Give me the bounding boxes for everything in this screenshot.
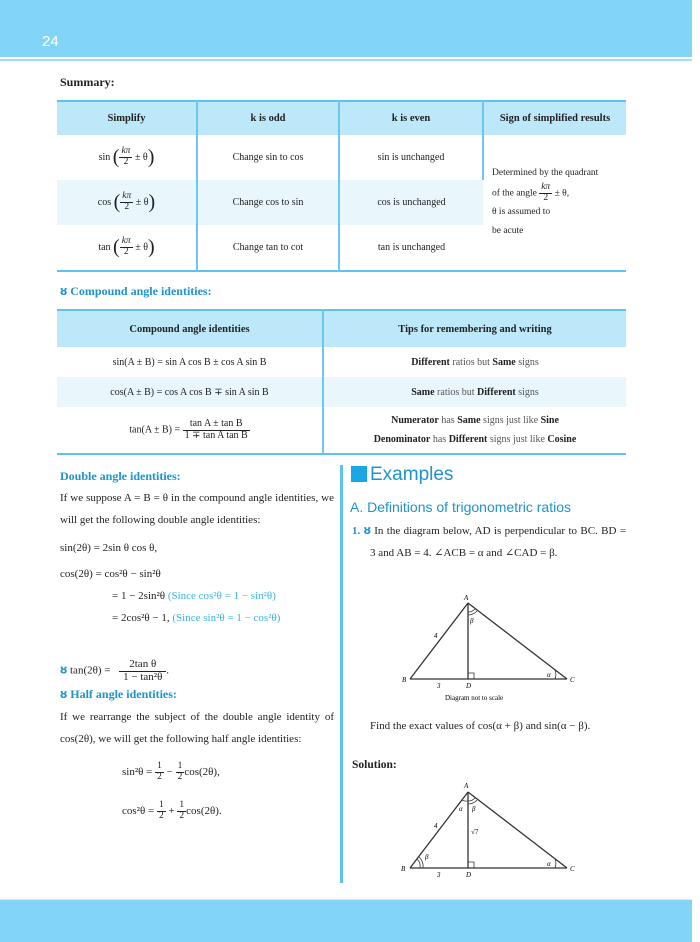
even-cell: cos is unchanged xyxy=(339,180,483,225)
triangle-diagram-1 xyxy=(400,590,600,710)
cos2-identity-line1: cos(2θ) = cos²θ − sin²θ xyxy=(60,568,161,580)
table-row xyxy=(57,347,626,377)
label-C: C xyxy=(570,676,575,684)
alpha-top-arc xyxy=(462,800,468,801)
header-sign: Sign of simplified results xyxy=(483,101,626,135)
label-D: D xyxy=(466,871,472,879)
odd-cell: Change sin to cos xyxy=(197,135,339,180)
double-angle-title: Double angle identities: xyxy=(60,469,181,483)
sign-cell: Determined by the quadrant of the angle $\frac{k\pi}{2}$ ± θ, θ is assumed to be acute xyxy=(492,167,599,237)
cos-half-identity: cos²θ = $\frac{1}{2}$ + $\frac{1}{2}$ cos(2θ). xyxy=(122,800,222,821)
identity-cell: sin(A ± B) = sin A cos B ± cos A sin B xyxy=(57,347,323,377)
label-AB: 4 xyxy=(434,632,438,640)
alpha-arc xyxy=(555,670,556,679)
key-point-icon: ȣ xyxy=(60,285,68,298)
simplify-cell: sin ( $\frac{k\pi}{2}$ ± θ) xyxy=(57,135,197,180)
label-AD: √7 xyxy=(471,828,479,836)
header-tips: Tips for remembering and writing xyxy=(323,310,626,347)
key-point-icon: ȣ xyxy=(363,524,371,537)
even-cell: sin is unchanged xyxy=(339,135,483,180)
compound-title: ȣ Compound angle identities: xyxy=(60,284,212,298)
compound-table xyxy=(57,309,626,455)
side-AB xyxy=(410,603,468,679)
cos2-identity-line3: = 2cos²θ − 1, (Since sin²θ = 1 − cos²θ) xyxy=(112,612,281,624)
tip-cell: Different ratios but Same signs xyxy=(411,356,539,368)
tan2-identity: ȣ tan(2θ) = $\frac{\text{2tan θ}}{\text{1 − tan²θ}}$ . xyxy=(60,658,169,683)
footer-band xyxy=(0,900,692,942)
table-row xyxy=(57,135,626,180)
task-text: Find the exact values of cos(α + β) and sin(α − β). xyxy=(370,720,591,732)
header-band xyxy=(0,0,692,57)
label-A: A xyxy=(464,782,469,790)
simplify-cell: cos ( $\frac{k\pi}{2}$ ± θ) xyxy=(57,180,197,225)
label-beta: β xyxy=(470,617,474,625)
side-AB xyxy=(410,792,468,868)
label-alpha-top: α xyxy=(459,805,463,813)
left-column xyxy=(60,465,334,822)
odd-cell: Change cos to sin xyxy=(197,180,339,225)
label-AB: 4 xyxy=(434,822,438,830)
tip-cell: Same ratios but Different signs xyxy=(323,377,626,407)
beta-top-arc xyxy=(468,798,475,801)
summary-table xyxy=(57,100,626,272)
cos2-identity-line2: = 1 − 2sin²θ (Since cos²θ = 1 − sin²θ) xyxy=(112,590,276,602)
header-k-odd: k is odd xyxy=(197,101,339,135)
right-angle-mark xyxy=(468,862,474,868)
examples-heading: Examples xyxy=(351,464,453,486)
header-simplify: Simplify xyxy=(57,101,197,135)
solution-label: Solution: xyxy=(352,759,397,771)
label-C: C xyxy=(570,865,575,873)
label-alpha-C: α xyxy=(547,860,551,868)
question-1: 1. ȣ In the diagram below, AD is perpendicular to BC. BD = 3 and AB = 4. ∠ACB = α and ∠CAD = β. xyxy=(352,524,627,559)
page-number: 24 xyxy=(42,33,59,50)
double-angle-intro: If we suppose A = B = θ in the compound angle identities, we will get the following double angle identities: xyxy=(60,492,334,526)
column-divider xyxy=(340,465,343,883)
label-BD: 3 xyxy=(437,682,441,690)
odd-cell: Change tan to cot xyxy=(197,225,339,271)
key-point-icon: ȣ xyxy=(60,663,68,677)
sin-half-identity: sin²θ = $\frac{1}{2}$ − $\frac{1}{2}$ cos(2θ), xyxy=(122,761,220,783)
beta-B-arc xyxy=(417,859,420,868)
side-AC xyxy=(468,603,567,679)
table-row xyxy=(57,407,626,454)
label-beta-B: β xyxy=(425,853,429,861)
label-BD: 3 xyxy=(437,871,441,879)
key-point-icon: ȣ xyxy=(60,688,68,702)
header-identities: Compound angle identities xyxy=(57,310,323,347)
side-AC xyxy=(468,792,567,868)
half-angle-intro: If we rearrange the subject of the double angle identity of cos(2θ), we will get the following half angle identities: xyxy=(60,711,334,746)
simplify-cell: tan ( $\frac{k\pi}{2}$ ± θ) xyxy=(57,225,197,271)
header-rule xyxy=(0,59,692,61)
diagram-caption: Diagram not to scale xyxy=(445,694,504,702)
label-beta-top: β xyxy=(472,805,476,813)
label-A: A xyxy=(464,594,469,602)
identity-cell: cos(A ± B) = cos A cos B ∓ sin A sin B xyxy=(57,377,323,407)
summary-title: Summary: xyxy=(60,75,115,89)
half-angle-title: ȣ Half angle identities: xyxy=(60,687,177,702)
identity-cell: tan(A ± B) = $\frac{\text{tan A ± tan B}}{\text{1 ∓ tan A tan B}}$ xyxy=(57,407,323,454)
label-B: B xyxy=(402,676,407,684)
sin2-identity: sin(2θ) = 2sin θ cos θ, xyxy=(60,542,158,554)
label-D: D xyxy=(466,682,472,690)
section-heading: A. Definitions of trigonometric ratios xyxy=(350,499,571,515)
alpha-C-arc xyxy=(555,859,556,868)
heading-square-icon xyxy=(351,466,367,482)
header-k-even: k is even xyxy=(339,101,483,135)
beta-arc xyxy=(468,609,475,612)
even-cell: tan is unchanged xyxy=(377,242,446,253)
right-angle-mark xyxy=(468,673,474,679)
tip-cell: Numerator has Same signs just like Sine Denominator has Different signs just like Cosine xyxy=(373,415,577,445)
label-alpha: α xyxy=(547,671,551,679)
table-row xyxy=(57,377,626,407)
label-B: B xyxy=(401,865,406,873)
triangle-diagram-2 xyxy=(395,770,605,880)
